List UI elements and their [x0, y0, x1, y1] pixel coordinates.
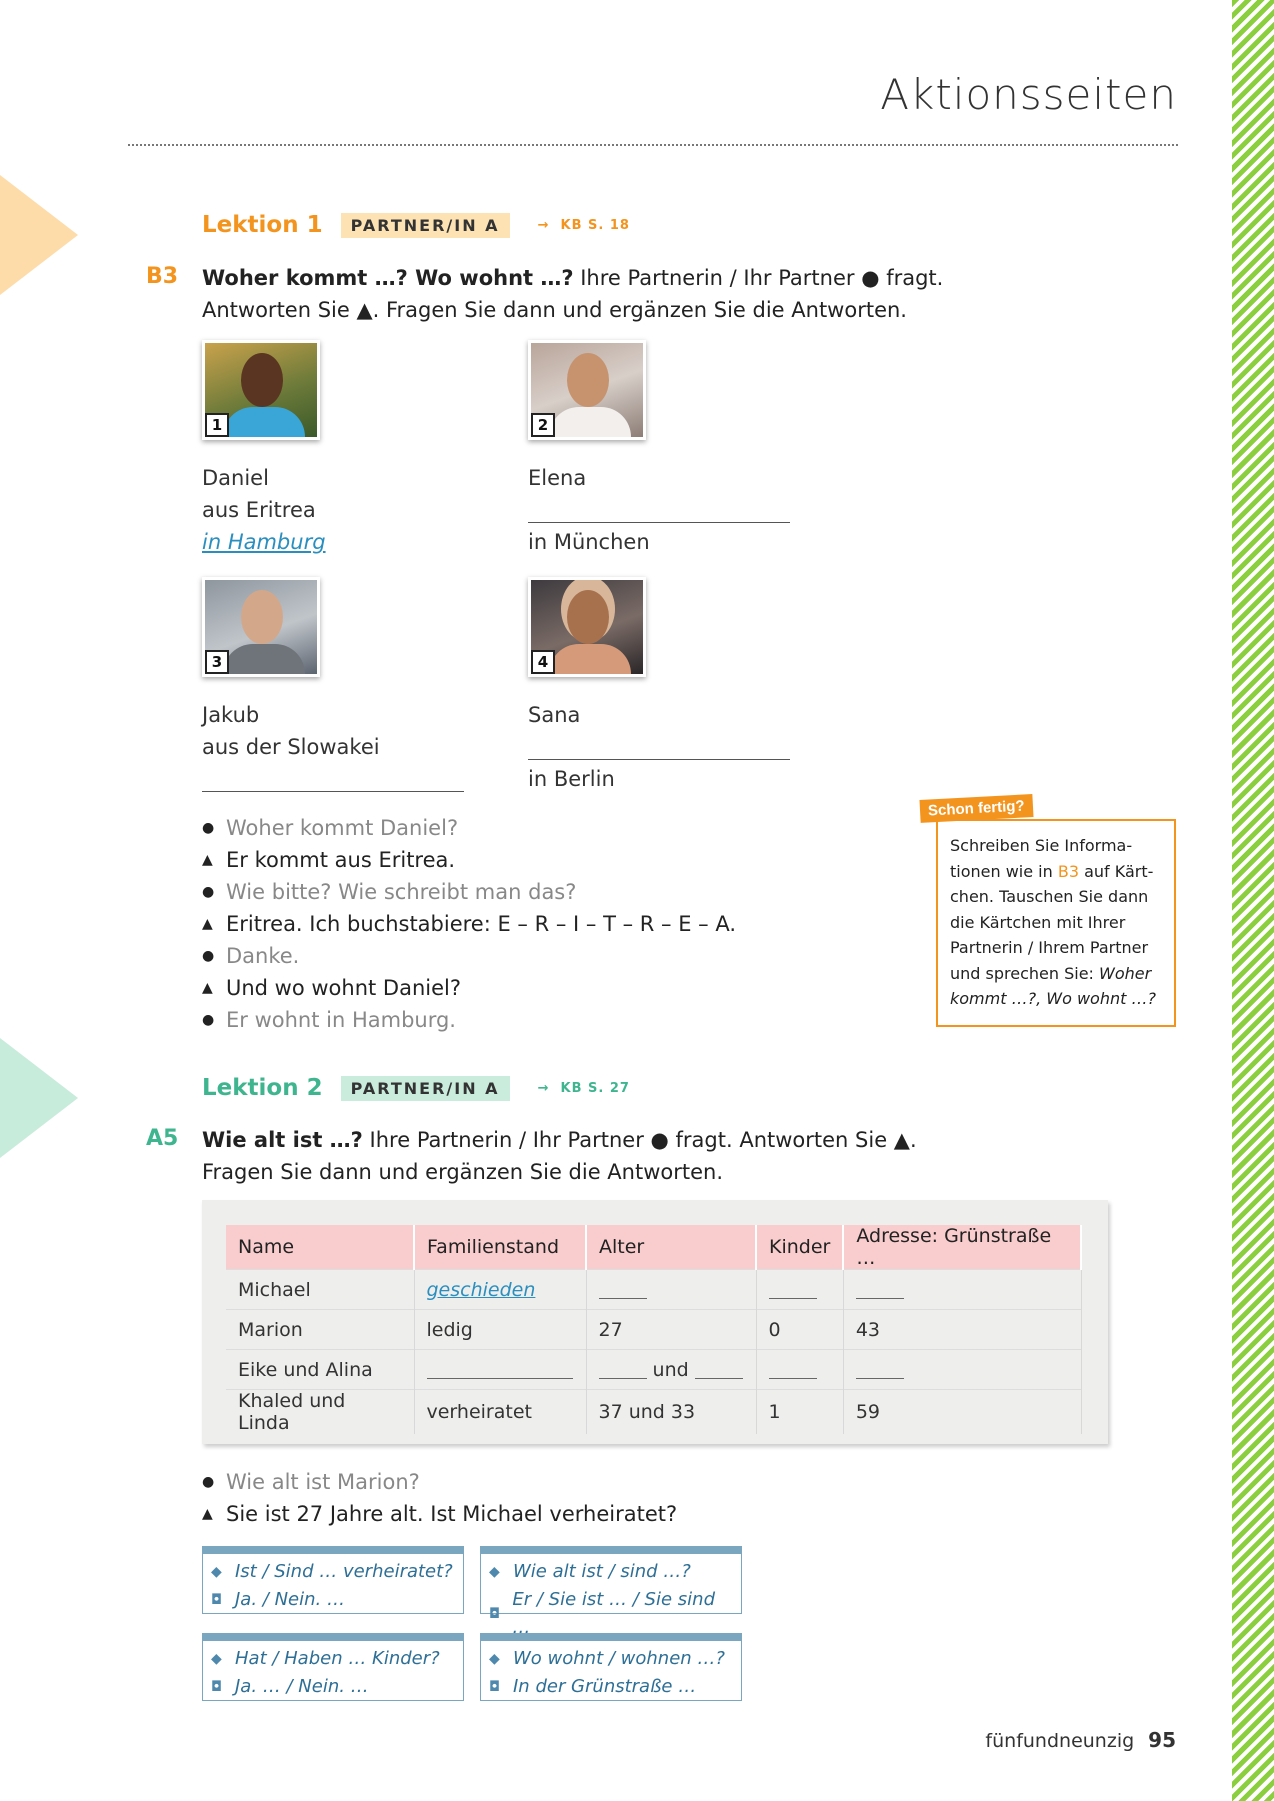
task-id-a5: A5: [146, 1126, 179, 1151]
column-header: Name: [226, 1225, 414, 1270]
box-text-line: Partnerin / Ihrem Partner: [950, 938, 1149, 957]
triangle-icon: ▲: [202, 852, 213, 868]
dialog-question: Wie alt ist Marion?: [226, 1470, 420, 1494]
task-instruction-line2: Fragen Sie dann und ergänzen Sie die Antworten.: [202, 1160, 724, 1184]
table-cell: Michael: [226, 1270, 414, 1310]
kb-reference: [538, 218, 630, 233]
table-cell: Khaled und Linda: [226, 1390, 414, 1435]
box-text: und sprechen Sie:: [950, 963, 1100, 983]
diamond-icon: ◆: [211, 1651, 222, 1667]
table-cell: 27: [586, 1310, 756, 1350]
task-instruction-part: Ihre Partnerin / Ihr Partner ● fragt. Antworten Sie ▲.: [362, 1128, 917, 1152]
connector-text: und: [652, 1358, 689, 1381]
bullet-icon: ●: [202, 1474, 215, 1490]
phrase-answer: Ja. … / Nein. …: [235, 1676, 369, 1697]
box-text-line: chen. Tauschen Sie dann: [950, 887, 1149, 906]
info-table-card: [202, 1200, 1108, 1444]
person-4-residence: in Berlin: [528, 767, 615, 791]
person-2-residence: in München: [528, 530, 650, 554]
answer-blank[interactable]: [528, 759, 790, 760]
bullet-icon: ●: [202, 948, 215, 964]
person-name: Jakub: [202, 703, 260, 727]
dialog-line: [202, 908, 736, 940]
photo-number: 3: [205, 650, 229, 674]
table-row: [226, 1310, 1081, 1350]
page-number: 95: [1148, 1728, 1176, 1752]
table-cell: ledig: [414, 1310, 586, 1350]
phrase-box: [202, 1546, 464, 1614]
partner-tag: PARTNER/IN A: [341, 213, 510, 238]
dialog-answer: Er kommt aus Eritrea.: [226, 848, 456, 872]
dialog-question: Wie bitte? Wie schreibt man das?: [226, 880, 577, 904]
person-origin: aus der Slowakei: [202, 735, 380, 759]
lektion-1-label: Lektion 1: [202, 212, 323, 238]
page-number-word: fünfundneunzig: [985, 1730, 1135, 1752]
lektion-2-header: [202, 1075, 630, 1101]
photo-person-2: [528, 340, 646, 440]
dialog-b3: [202, 812, 736, 1036]
info-table: [226, 1225, 1082, 1434]
box-text-italic: kommt …?, Wo wohnt …?: [950, 989, 1156, 1008]
partner-tag: PARTNER/IN A: [341, 1076, 510, 1101]
dialog-question: Er wohnt in Hamburg.: [226, 1008, 456, 1032]
phrase-answer: Er / Sie ist … / Sie sind …: [512, 1589, 715, 1638]
table-cell: 59: [843, 1390, 1081, 1435]
box-text-italic: Woher: [1099, 963, 1152, 983]
photo-person-1: [202, 340, 320, 440]
person-name: Daniel: [202, 466, 269, 490]
table-row: [226, 1390, 1081, 1435]
box-text-line: Schreiben Sie Informa-: [950, 836, 1133, 855]
column-header: Familienstand: [414, 1225, 586, 1270]
dialog-question: Danke.: [226, 944, 300, 968]
square-icon: ◘: [489, 1606, 501, 1622]
person-name: Sana: [528, 703, 581, 727]
table-cell-blank[interactable]: [414, 1350, 586, 1390]
phrase-box: [480, 1633, 742, 1701]
photo-number: 1: [205, 413, 229, 437]
person-2-info: [528, 462, 586, 494]
box-text: auf Kärt-: [1079, 861, 1154, 881]
table-cell-blank[interactable]: [756, 1350, 843, 1390]
table-cell: 37 und 33: [586, 1390, 756, 1435]
page-title: Aktionsseiten: [880, 70, 1177, 119]
table-cell: 1: [756, 1390, 843, 1435]
table-cell: verheiratet: [414, 1390, 586, 1435]
table-cell-blank[interactable]: [586, 1350, 756, 1390]
arrow-right-icon: →: [537, 1080, 550, 1096]
decorative-triangle-orange: [0, 175, 78, 295]
handwritten-answer: geschieden: [414, 1270, 586, 1310]
phrase-question: Ist / Sind … verheiratet?: [235, 1561, 453, 1582]
dialog-answer: Und wo wohnt Daniel?: [226, 976, 462, 1000]
task-id-b3: B3: [146, 264, 179, 289]
lektion-1-header: [202, 212, 630, 238]
task-question: Woher kommt …? Wo wohnt …?: [202, 266, 574, 290]
phrase-answer: Ja. / Nein. …: [235, 1589, 345, 1610]
bullet-icon: ●: [202, 820, 215, 836]
task-instruction-b3: [202, 262, 982, 326]
box-text-line: die Kärtchen mit Ihrer: [950, 912, 1126, 932]
kb-reference-text: KB S. 18: [560, 217, 630, 233]
box-text: tionen wie in: [950, 861, 1058, 881]
photo-number: 4: [531, 650, 555, 674]
box-text-line: [950, 961, 1162, 987]
square-icon: ◘: [489, 1679, 501, 1695]
arrow-right-icon: →: [537, 217, 550, 233]
person-origin: aus Eritrea: [202, 498, 316, 522]
dialog-line: [202, 972, 736, 1004]
square-icon: ◘: [211, 1592, 223, 1608]
phrase-box: [480, 1546, 742, 1638]
task-instruction-a5: [202, 1124, 982, 1188]
table-cell: 0: [756, 1310, 843, 1350]
photo-number: 2: [531, 413, 555, 437]
dialog-a5: [202, 1466, 677, 1530]
task-instruction-part: Ihre Partnerin / Ihr Partner ● fragt.: [573, 266, 944, 290]
dialog-line: [202, 876, 736, 908]
table-row: [226, 1350, 1081, 1390]
person-3-info: [202, 699, 380, 763]
table-row: [226, 1270, 1081, 1310]
task-instruction-line2: Antworten Sie ▲. Fragen Sie dann und ergänzen Sie die Antworten.: [202, 298, 907, 322]
task-question: Wie alt ist …?: [202, 1128, 363, 1152]
dialog-line: [202, 1498, 677, 1530]
kb-reference-text: KB S. 27: [560, 1080, 630, 1096]
box-text-line: [950, 859, 1162, 885]
kb-reference: [538, 1081, 630, 1096]
diamond-icon: ◆: [489, 1564, 500, 1580]
dialog-line: [202, 1466, 677, 1498]
table-header-row: [226, 1225, 1081, 1270]
task-reference: B3: [1057, 861, 1080, 881]
bullet-icon: ●: [202, 1012, 215, 1028]
phrase-question: Wo wohnt / wohnen …?: [513, 1648, 725, 1669]
column-header: Adresse: Grünstraße …: [843, 1225, 1081, 1270]
box-text-line: [950, 986, 1162, 1012]
triangle-icon: ▲: [202, 980, 213, 996]
table-cell-blank[interactable]: [843, 1350, 1081, 1390]
schon-fertig-tag: Schon fertig?: [919, 794, 1033, 823]
column-header: Alter: [586, 1225, 756, 1270]
photo-person-3: [202, 577, 320, 677]
diamond-icon: ◆: [211, 1564, 222, 1580]
dialog-question: Woher kommt Daniel?: [226, 816, 459, 840]
table-cell: Eike und Alina: [226, 1350, 414, 1390]
diamond-icon: ◆: [489, 1651, 500, 1667]
dialog-line: [202, 812, 736, 844]
person-4-info: [528, 699, 580, 731]
phrase-answer: In der Grünstraße …: [513, 1676, 697, 1697]
table-cell: Marion: [226, 1310, 414, 1350]
triangle-icon: ▲: [202, 916, 213, 932]
dialog-answer: Sie ist 27 Jahre alt. Ist Michael verheiratet?: [226, 1502, 678, 1526]
person-name: Elena: [528, 466, 587, 490]
phrase-box: [202, 1633, 464, 1701]
dialog-line: [202, 1004, 736, 1036]
answer-blank[interactable]: [528, 522, 790, 523]
page-footer: [985, 1728, 1176, 1752]
table-cell-blank[interactable]: [843, 1270, 1081, 1310]
phrase-question: Hat / Haben … Kinder?: [235, 1648, 440, 1669]
answer-blank[interactable]: [202, 791, 464, 792]
table-cell-blank[interactable]: [586, 1270, 756, 1310]
square-icon: ◘: [211, 1679, 223, 1695]
decorative-stripe: [1232, 0, 1274, 1801]
column-header: Kinder: [756, 1225, 843, 1270]
phrase-question: Wie alt ist / sind …?: [513, 1561, 691, 1582]
bullet-icon: ●: [202, 884, 215, 900]
table-cell: 43: [843, 1310, 1081, 1350]
triangle-icon: ▲: [202, 1506, 213, 1522]
decorative-triangle-green: [0, 1038, 78, 1158]
handwritten-answer: in Hamburg: [202, 530, 326, 554]
schon-fertig-box: [936, 819, 1176, 1027]
person-1-info: [202, 462, 326, 558]
title-divider: [128, 144, 1178, 146]
table-cell-blank[interactable]: [756, 1270, 843, 1310]
dialog-line: [202, 940, 736, 972]
dialog-answer: Eritrea. Ich buchstabiere: E – R – I – T – R – E – A.: [226, 912, 736, 936]
photo-person-4: [528, 577, 646, 677]
dialog-line: [202, 844, 736, 876]
lektion-2-label: Lektion 2: [202, 1075, 323, 1101]
